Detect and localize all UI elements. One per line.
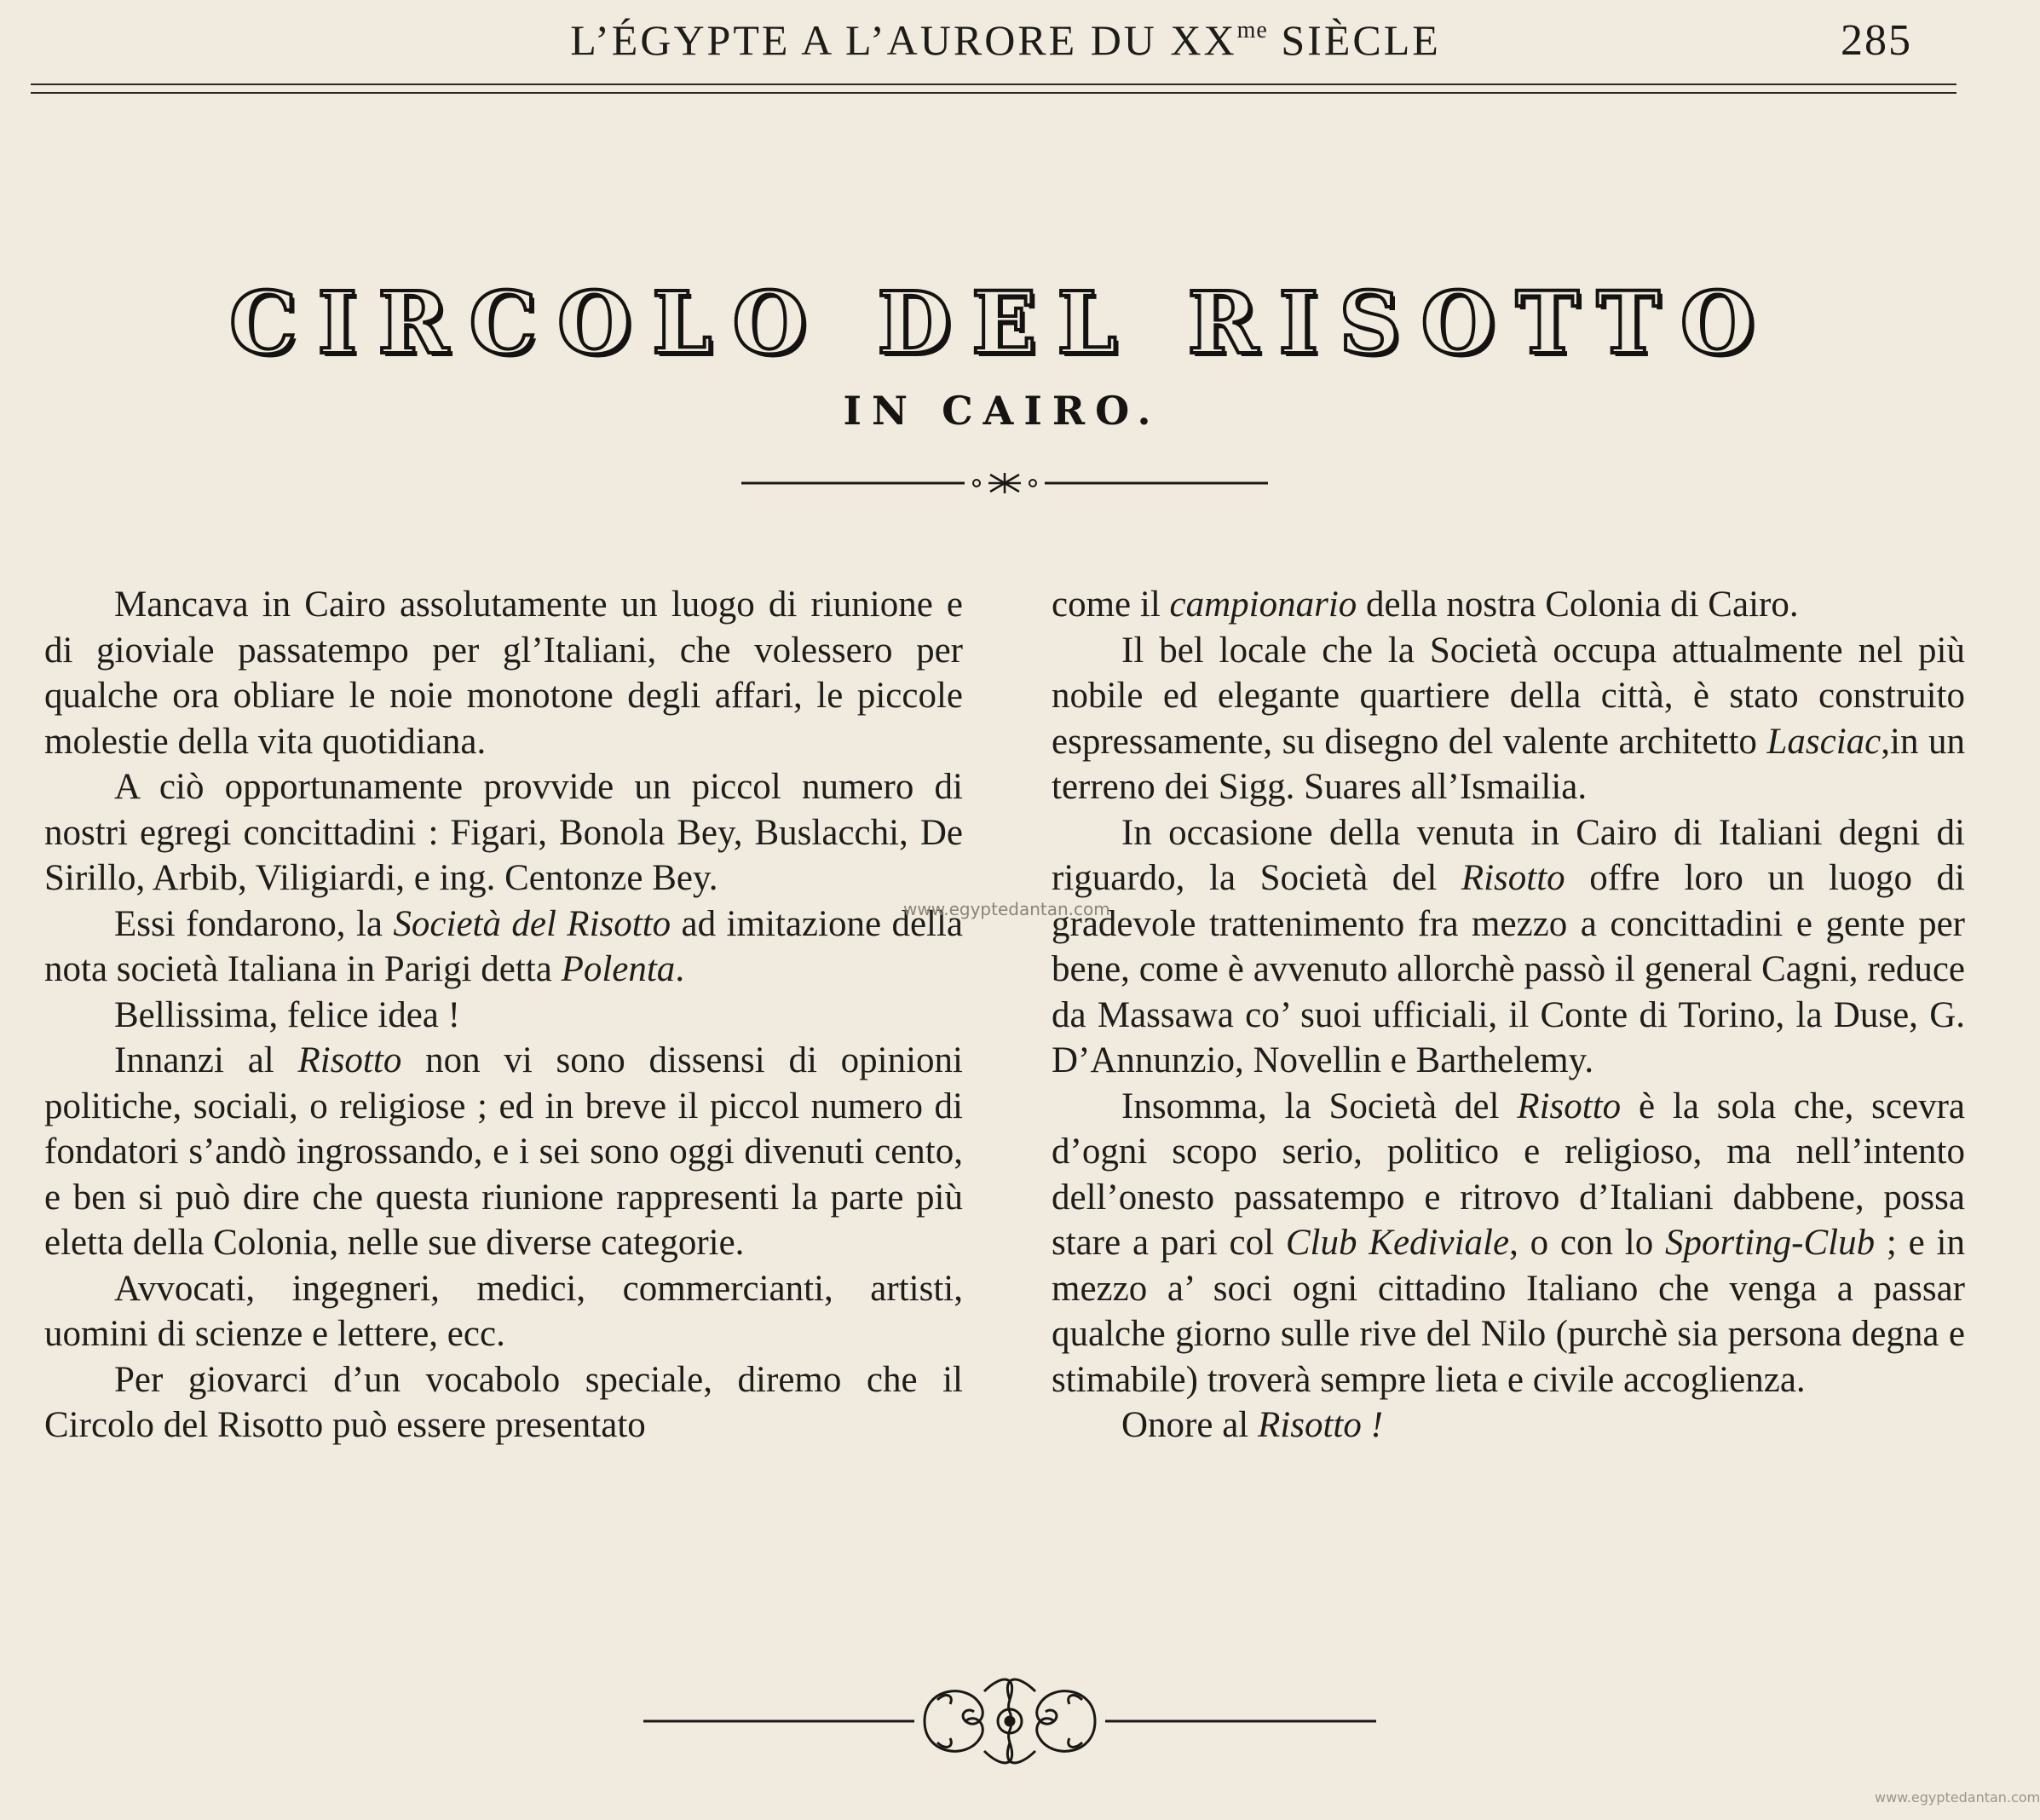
- page-number: 285: [1841, 16, 1912, 65]
- paragraph: Insomma, la Società del Risotto è la sola che, scevra d’ogni scopo serio, politico e religioso, ma nell’intento dell’onesto passatempo e ritrovo d’Italiani dabbene, possa stare a pari col Club Kediviale, o con lo Sporting-Club ; e in mezzo a’ soci ogni cittadino Italiano che venga a passar qualche giorno sulle rive del Nilo (purchè sia persona degna e stimabile) troverà sempre lieta e civile accoglienza.: [1052, 1086, 1966, 1400]
- right-column: [1052, 582, 1965, 1449]
- show-through-text: ​: [748, 183, 752, 290]
- watermark: www.egyptedantan.com: [903, 899, 1110, 919]
- tailpiece-ornament-icon: [643, 1666, 1376, 1777]
- article-title: CIRCOLO DEL RISOTTO: [228, 273, 1776, 373]
- article-subtitle: IN CAIRO.: [843, 388, 1161, 434]
- paragraph: Mancava in Cairo assolutamente un luogo di riunione e di gioviale passatempo per gl’Italiani, che volessero per qualche ora obliare le noie monotone degli affari, le piccole molestie della vita quotidiana.: [44, 585, 963, 762]
- left-column: [44, 582, 963, 1449]
- paragraph: Per giovarci d’un vocabolo speciale, diremo che il Circolo del Risotto può essere presentato: [44, 1359, 963, 1445]
- paragraph: Avvocati, ingegneri, medici, commercianti, artisti, uomini di scienze e lettere, ecc.: [44, 1268, 963, 1354]
- running-head: L’ÉGYPTE A L’AURORE DU $XX^{me}$ SIÈCLE: [570, 16, 1441, 64]
- paragraph: Onore al Risotto !: [1121, 1405, 1383, 1445]
- paragraph: Essi fondarono, la Società del Risotto ad imitazione della nota società Italiana in Parigi detta Polenta.: [44, 903, 964, 989]
- paragraph: Innanzi al Risotto non vi sono dissensi di opinioni politiche, sociali, o religiose ; ed in breve il piccol numero di fondatori s’andò ingrossando, e i sei sono oggi divenuti cento, e ben si può dire che questa riunione rappresenti la parte più eletta della Colonia, nelle sue diverse categorie.: [44, 1040, 963, 1263]
- paragraph: A ciò opportunamente provvide un piccol numero di nostri egregi concittadini : Figari, Bonola Bey, Buslacchi, De Sirillo, Arbib, Viligiardi, e ing. Centonze Bey.: [44, 767, 963, 898]
- watermark: www.egyptedantan.com: [1875, 1789, 2040, 1806]
- paragraph: Bellissima, felice idea !: [114, 994, 460, 1035]
- paragraph: Il bel locale che la Società occupa attualmente nel più nobile ed elegante quartiere della città, è stato construito espressamente, su disegno del valente architetto Lasciac,in un terreno dei Sigg. Suares all’Ismailia.: [1052, 630, 1966, 807]
- paragraph: In occasione della venuta in Cairo di Italiani degni di riguardo, la Società del Risotto offre loro un luogo di gradevole trattenimento fra mezzo a concittadini e gente per bene, come è avvenuto allorchè passò il general Cagni, reduce da Massawa co’ suoi ufficiali, il Conte di Torino, la Duse, G. D’Annunzio, Novellin e Barthelemy.: [1052, 812, 1965, 1080]
- paragraph: come il campionario della nostra Colonia di Cairo.: [1052, 585, 1799, 625]
- header-double-rule: [31, 84, 1956, 94]
- title-ornament-icon: [741, 471, 1268, 495]
